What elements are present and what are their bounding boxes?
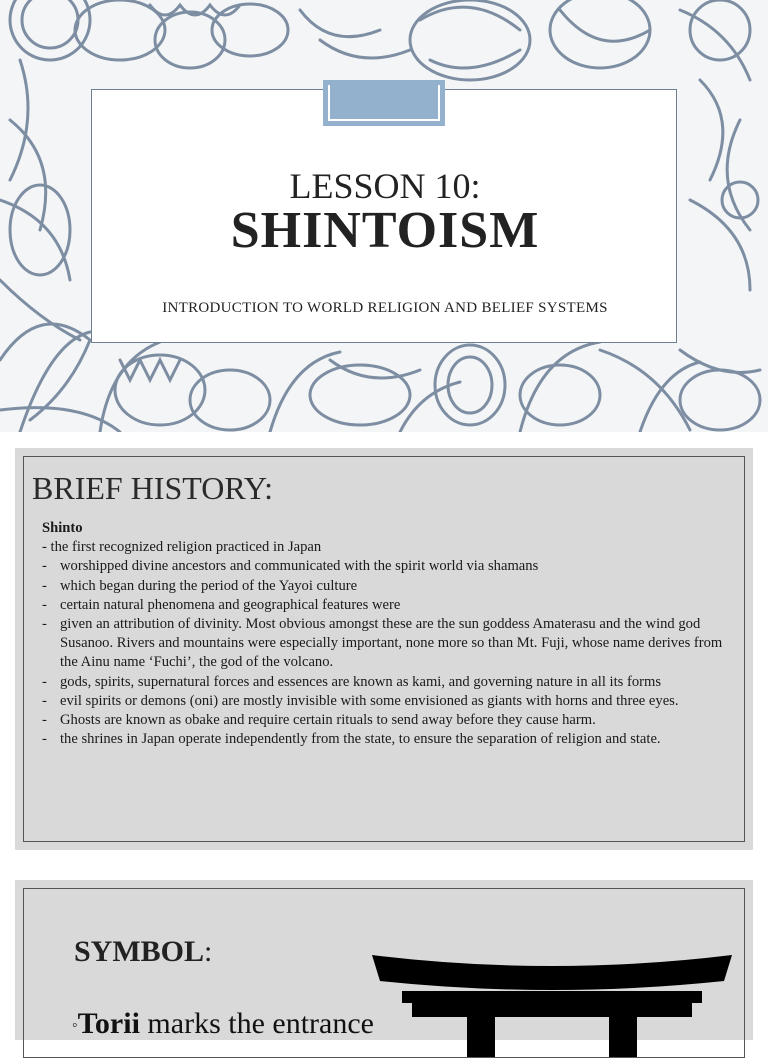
symbol-heading: SYMBOL: [74,935,213,968]
list-item: - worshipped divine ancestors and communicated with the spirit world via shamans [42,557,732,576]
list-item: - gods, spirits, supernatural forces and essences are known as kami, and governing nature in all its forms [42,673,732,692]
list-item: - the shrines in Japan operate independently from the state, to ensure the separation of religion and state. [42,730,732,749]
dash-bullet: - [42,596,47,613]
title-accent-tab [323,80,445,126]
list-item: - certain natural phenomena and geographical features were [42,596,732,615]
title-card [91,89,677,343]
lesson-label: LESSON 10: [289,166,481,206]
dash-bullet: - [42,673,47,690]
title-slide [0,0,768,432]
dash-bullet: - [42,692,47,709]
symbol-frame [23,888,745,1058]
list-item: - Ghosts are known as obake and require certain rituals to send away before they cause harm. [42,711,732,730]
history-slide [15,448,753,850]
history-heading: BRIEF HISTORY: [32,470,273,506]
history-frame [23,456,745,842]
slide-subtitle: INTRODUCTION TO WORLD RELIGION AND BELIEF SYSTEMS [162,300,608,316]
torii-gate-icon [372,955,732,1058]
history-list [42,557,732,749]
dash-bullet: - [42,577,47,594]
symbol-slide [15,880,753,1040]
intro-line: - the first recognized religion practiced in Japan [42,539,322,556]
slide-title: SHINTOISM [230,202,540,259]
dash-bullet: - [42,712,47,729]
list-item: - given an attribution of divinity. Most obvious amongst these are the sun goddess Amaterasu and the wind god Susanoo. Rivers and mountains were especially important, none more so than Mt. Fuji, whose name derives from the Ainu name ‘Fuchi’, the god of the volcano. [42,616,723,671]
history-body [42,519,732,749]
dash-bullet: - [42,616,47,633]
list-item: - evil spirits or demons (oni) are mostly invisible with some envisioned as giants with horns and three eyes. [42,692,732,711]
dash-bullet: - [42,558,47,575]
list-item: - which began during the period of the Yayoi culture [42,577,732,596]
dash-bullet: - [42,731,47,748]
torii-bullet: ◦Torii marks the entrance [72,1007,374,1040]
term-label: Shinto [42,520,83,536]
